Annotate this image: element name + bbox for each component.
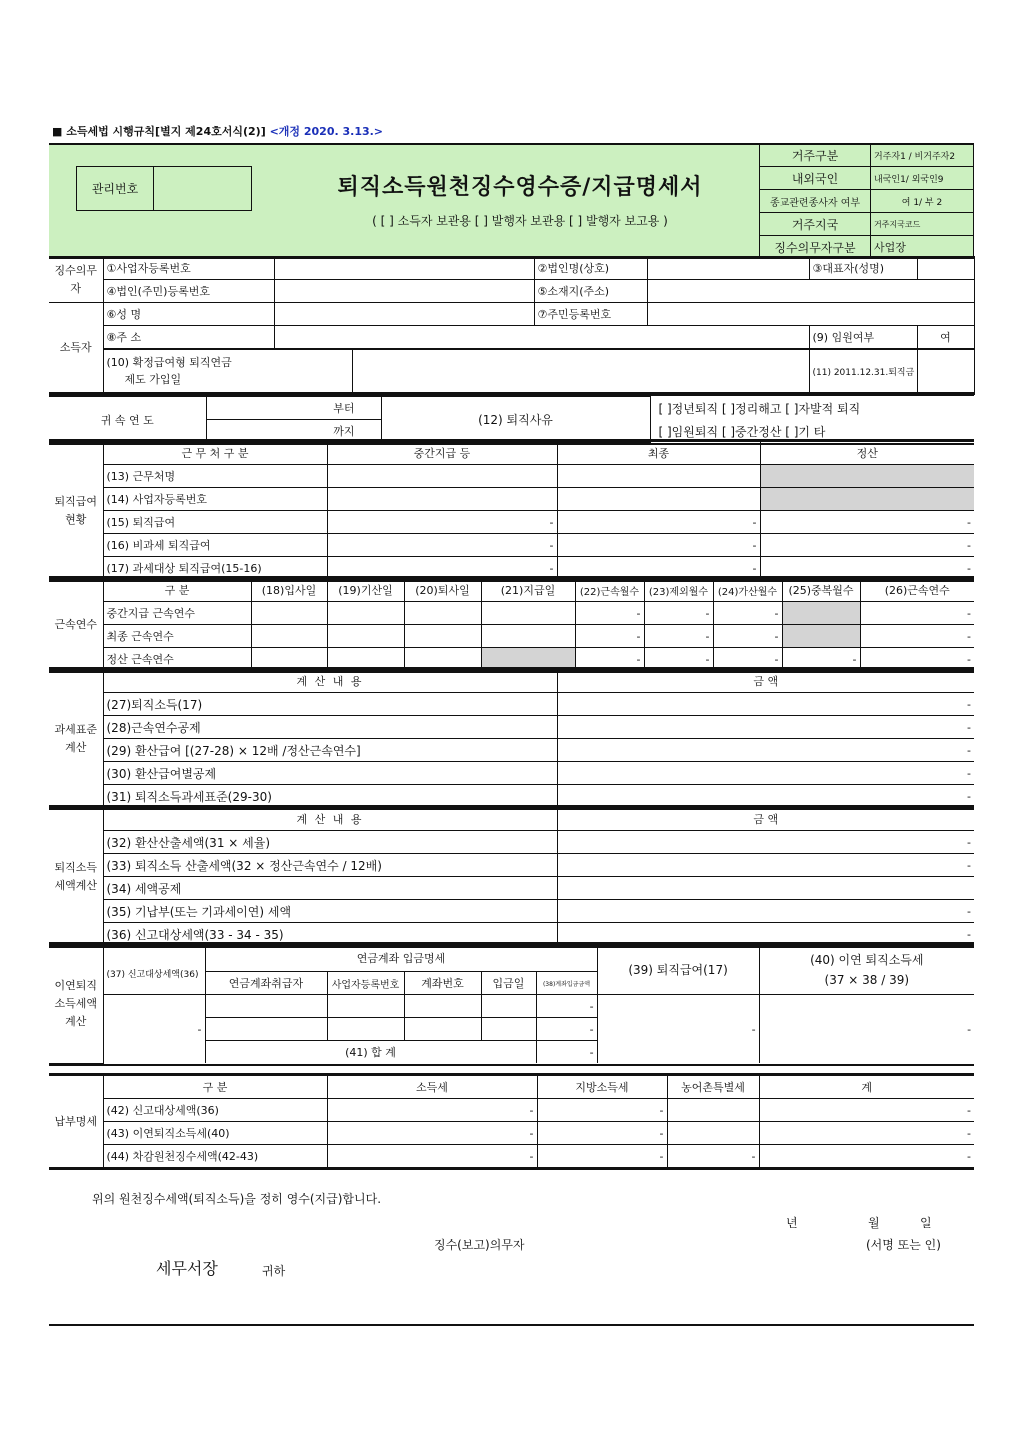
rp-cell[interactable]: -	[760, 534, 974, 557]
biz-no-label: ①사업자등록번호	[103, 257, 274, 280]
pay-row-label: (42) 신고대상세액(36)	[103, 1099, 327, 1122]
retire-2011-label: (11) 2011.12.31.퇴직금	[809, 349, 917, 393]
tc-amount[interactable]	[557, 877, 974, 900]
tb-amount[interactable]: -	[557, 716, 974, 739]
d-cell[interactable]	[327, 995, 404, 1018]
retirement-pay-block	[49, 439, 974, 582]
rp-cell[interactable]: -	[327, 511, 557, 534]
pay-cell[interactable]	[667, 1122, 759, 1145]
sy-header: (21)지급일	[481, 579, 575, 602]
service-years-block	[49, 576, 974, 673]
tax-base-section-label: 과세표준계산	[49, 670, 103, 808]
sy-cell[interactable]	[404, 625, 481, 648]
rep-label: ③대표자(성명)	[809, 257, 917, 280]
d-cell[interactable]	[327, 1018, 404, 1041]
pension-join-label-line2: 제도 가입일	[124, 373, 182, 386]
sy-cell[interactable]	[404, 602, 481, 625]
management-number-box	[76, 166, 252, 211]
sy-header: (26)근속연수	[860, 579, 974, 602]
tax-office-label: 세무서장	[156, 1259, 218, 1278]
pension-join-label-line1: (10) 확정급여형 퇴직연금	[106, 356, 232, 369]
d-value-40[interactable]: -	[759, 995, 974, 1064]
attribution-to[interactable]: 까지	[206, 420, 381, 443]
rp-row-label: (13) 근무처명	[103, 465, 327, 488]
service-years-section-label: 근속연수	[49, 579, 103, 671]
retire-reason-label: (12) 퇴직사유	[381, 397, 650, 443]
pay-cell[interactable]: -	[667, 1145, 759, 1168]
sy-cell[interactable]	[481, 602, 575, 625]
d-total-value[interactable]: -	[536, 1041, 597, 1064]
d-value-39[interactable]: -	[597, 995, 759, 1064]
tc-amount[interactable]: -	[557, 854, 974, 877]
earner-section-label: 소득자	[49, 303, 103, 393]
sy-header: (25)중복월수	[782, 579, 860, 602]
form-reference	[52, 123, 383, 139]
tax-base-block	[49, 667, 974, 810]
sy-cell[interactable]: -	[575, 602, 644, 625]
date-year-label[interactable]: 년	[786, 1216, 798, 1230]
rp-cell[interactable]: -	[760, 557, 974, 580]
d-cell[interactable]	[205, 1018, 327, 1041]
pension-join-field[interactable]	[352, 349, 809, 393]
retire-reasons-row1[interactable]: [ ]정년퇴직 [ ]정리해고 [ ]자발적 퇴직	[658, 401, 861, 416]
officer-value[interactable]: 여	[917, 326, 974, 350]
pay-cell[interactable]: -	[327, 1099, 537, 1122]
rp-row-label: (14) 사업자등록번호	[103, 488, 327, 511]
sy-cell[interactable]: -	[713, 602, 782, 625]
d-value-37[interactable]: -	[103, 995, 205, 1064]
sy-cell[interactable]	[327, 625, 404, 648]
honorific-label: 귀하	[262, 1264, 286, 1278]
pay-row-label: (44) 차감원천징수세액(42-43)	[103, 1145, 327, 1168]
tax-calc-block	[49, 805, 974, 948]
form-title: 퇴직소득원천징수영수증/지급명세서	[337, 175, 703, 200]
date-month-label[interactable]: 월	[868, 1216, 880, 1230]
pay-cell[interactable]: -	[759, 1122, 974, 1145]
corp-reg-label: ④법인(주민)등록번호	[103, 280, 274, 303]
receipt-statement: 위의 원천징수세액(퇴직소득)을 정히 영수(지급)합니다.	[92, 1192, 382, 1206]
pay-row-label: (43) 이연퇴직소득세(40)	[103, 1122, 327, 1145]
deferral-block	[49, 942, 974, 1066]
tb-row-label: (30) 환산급여별공제	[103, 762, 557, 785]
corp-reg-field[interactable]	[274, 280, 534, 303]
attribution-from[interactable]: 부터	[206, 397, 381, 420]
d-header-40	[759, 945, 974, 995]
d-total-label: (41) 합 계	[205, 1041, 536, 1064]
d-header-40-line2: (37 × 38 / 39)	[824, 972, 910, 987]
pay-header: 구 분	[103, 1076, 327, 1099]
sy-cell	[782, 602, 860, 625]
d-deposit[interactable]: -	[536, 1018, 597, 1041]
rp-header-settlement: 정산	[760, 442, 974, 465]
withholder-sign-label: 징수(보고)의무자	[434, 1238, 525, 1252]
attribution-label: 귀 속 연 도	[49, 397, 206, 443]
tc-amount[interactable]: -	[557, 923, 974, 946]
tb-row-label: (28)근속연수공제	[103, 716, 557, 739]
rp-row-label: (16) 비과세 퇴직급여	[103, 534, 327, 557]
pension-join-label	[103, 349, 352, 393]
pay-cell[interactable]: -	[327, 1145, 537, 1168]
tc-header-amount: 금 액	[557, 808, 974, 831]
d-header-39: (39) 퇴직급여(17)	[597, 945, 759, 995]
sy-cell[interactable]: -	[644, 648, 713, 671]
religious-worker-label: 종교관련종사자 여부	[760, 190, 871, 213]
officer-label: (9) 임원여부	[809, 326, 917, 350]
sy-cell[interactable]: -	[782, 648, 860, 671]
payment-block	[49, 1073, 974, 1170]
corp-name-field[interactable]	[647, 257, 809, 280]
tc-row-label: (36) 신고대상세액(33 - 34 - 35)	[103, 923, 557, 946]
rp-row-label: (17) 과세대상 퇴직급여(15-16)	[103, 557, 327, 580]
resident-no-field[interactable]	[647, 303, 974, 326]
sy-cell[interactable]: -	[860, 602, 974, 625]
tc-row-label: (33) 퇴직소득 산출세액(32 × 정산근속연수 / 12배)	[103, 854, 557, 877]
copy-type-checkboxes[interactable]: ( [ ] 소득자 보관용 [ ] 발행자 보관용 [ ] 발행자 보고용 )	[372, 214, 668, 228]
pay-header: 지방소득세	[537, 1076, 667, 1099]
rp-cell[interactable]	[557, 465, 760, 488]
rp-cell[interactable]	[327, 488, 557, 511]
deferral-section-label: 이연퇴직소득세액계산	[49, 945, 103, 1064]
d-cell[interactable]	[481, 1018, 536, 1041]
tb-row-label: (29) 환산급여 [(27-28) × 12배 /정산근속연수]	[103, 739, 557, 762]
withholder-type-value[interactable]: 사업장	[871, 236, 974, 259]
earner-address-label: ⑧주 소	[103, 326, 274, 350]
sy-cell[interactable]: -	[860, 648, 974, 671]
tb-row-label: (27)퇴직소득(17)	[103, 693, 557, 716]
d-sub-header: 계좌번호	[404, 972, 481, 995]
rp-row-label: (15) 퇴직급여	[103, 511, 327, 534]
d-cell[interactable]	[481, 995, 536, 1018]
sy-cell[interactable]: -	[713, 625, 782, 648]
attribution-block	[49, 394, 974, 445]
sy-row-label: 최종 근속연수	[103, 625, 251, 648]
management-number-label: 관리번호	[77, 167, 154, 210]
address-label: ⑤소재지(주소)	[534, 280, 647, 303]
retire-2011-field[interactable]	[917, 349, 974, 393]
sy-cell[interactable]	[251, 625, 327, 648]
rp-cell[interactable]: -	[557, 557, 760, 580]
d-deposit[interactable]: -	[536, 995, 597, 1018]
sy-cell[interactable]	[327, 602, 404, 625]
sy-cell[interactable]: -	[575, 648, 644, 671]
sy-cell[interactable]	[251, 602, 327, 625]
sy-header: (18)입사일	[251, 579, 327, 602]
tb-amount[interactable]: -	[557, 693, 974, 716]
sy-cell	[782, 625, 860, 648]
sy-cell[interactable]: -	[575, 625, 644, 648]
rp-cell[interactable]: -	[760, 511, 974, 534]
earner-name-label: ⑥성 명	[103, 303, 274, 326]
pay-header: 농어촌특별세	[667, 1076, 759, 1099]
d-sub-header: 사업자등록번호	[327, 972, 404, 995]
retire-reasons-row2[interactable]: [ ]임원퇴직 [ ]중간정산 [ ]기 타	[658, 424, 826, 439]
d-sub-header: 입금일	[481, 972, 536, 995]
sy-header: (22)근속월수	[575, 579, 644, 602]
bottom-rule	[49, 1324, 974, 1326]
pay-cell[interactable]: -	[759, 1099, 974, 1122]
retirement-pay-section-label: 퇴직급여현황	[49, 442, 103, 580]
tb-header-amount: 금 액	[557, 670, 974, 693]
earner-address-field[interactable]	[274, 326, 809, 350]
tc-header-calc: 계 산 내 용	[103, 808, 557, 831]
d-cell[interactable]	[404, 1018, 481, 1041]
nationality-value[interactable]: 내국인1/ 외국인9	[871, 167, 974, 190]
d-header-40-line1: (40) 이연 퇴직소득세	[810, 952, 924, 967]
tc-row-label: (35) 기납부(또는 기과세이연) 세액	[103, 900, 557, 923]
residency-label: 거주구분	[760, 144, 871, 167]
tc-amount[interactable]: -	[557, 900, 974, 923]
pay-cell[interactable]: -	[537, 1122, 667, 1145]
sy-cell[interactable]: -	[644, 602, 713, 625]
rp-cell[interactable]	[557, 488, 760, 511]
tc-row-label: (32) 환산산출세액(31 × 세율)	[103, 831, 557, 854]
signature-field[interactable]: (서명 또는 인)	[866, 1238, 941, 1252]
residence-country-value[interactable]: 거주지국코드	[871, 213, 974, 236]
pay-header: 소득세	[327, 1076, 537, 1099]
sy-header: (23)제외월수	[644, 579, 713, 602]
sy-header: (24)가산월수	[713, 579, 782, 602]
sy-header: (19)기산일	[327, 579, 404, 602]
tb-amount[interactable]: -	[557, 762, 974, 785]
sy-header: 구 분	[103, 579, 251, 602]
payment-section-label: 납부명세	[49, 1076, 103, 1168]
rp-cell	[760, 488, 974, 511]
pay-cell[interactable]: -	[759, 1145, 974, 1168]
rp-header-interim: 중간지급 등	[327, 442, 557, 465]
pay-cell[interactable]: -	[537, 1145, 667, 1168]
tb-amount[interactable]: -	[557, 739, 974, 762]
rp-cell	[760, 465, 974, 488]
withholder-type-label: 징수의무자구분	[760, 236, 871, 259]
rp-cell[interactable]	[327, 465, 557, 488]
tc-row-label: (34) 세액공제	[103, 877, 557, 900]
rep-field[interactable]	[917, 257, 974, 280]
rp-header-type: 근 무 처 구 분	[103, 442, 327, 465]
earner-name-field[interactable]	[274, 303, 534, 326]
tb-header-calc: 계 산 내 용	[103, 670, 557, 693]
sy-row-label: 정산 근속연수	[103, 648, 251, 671]
sy-cell[interactable]: -	[860, 625, 974, 648]
withholder-earner-block	[49, 256, 975, 395]
nationality-label: 내외국인	[760, 167, 871, 190]
resident-no-label: ⑦주민등록번호	[534, 303, 647, 326]
form-reference-label: ■ 소득세법 시행규칙[별지 제24호서식(2)]	[52, 125, 266, 138]
withholder-section-label: 징수의무자	[49, 257, 103, 303]
tb-row-label: (31) 퇴직소득과세표준(29-30)	[103, 785, 557, 808]
pay-header: 계	[759, 1076, 974, 1099]
residency-table	[759, 143, 974, 255]
d-sub-header: (38)계좌입금금액	[536, 972, 597, 995]
rp-cell[interactable]: -	[327, 557, 557, 580]
residency-value[interactable]: 거주자1 / 비거주자2	[871, 144, 974, 167]
rp-cell[interactable]: -	[557, 511, 760, 534]
pay-cell[interactable]: -	[537, 1099, 667, 1122]
d-cell[interactable]	[404, 995, 481, 1018]
sy-cell[interactable]	[481, 625, 575, 648]
tax-calc-section-label: 퇴직소득세액계산	[49, 808, 103, 946]
rp-header-final: 최종	[557, 442, 760, 465]
rp-cell[interactable]: -	[557, 534, 760, 557]
biz-no-field[interactable]	[274, 257, 534, 280]
pay-cell[interactable]: -	[327, 1122, 537, 1145]
tc-amount[interactable]: -	[557, 831, 974, 854]
date-day-label[interactable]: 일	[920, 1216, 932, 1230]
corp-name-label: ②법인명(상호)	[534, 257, 647, 280]
sy-cell[interactable]: -	[644, 625, 713, 648]
address-field[interactable]	[647, 280, 974, 303]
d-cell[interactable]	[205, 995, 327, 1018]
sy-cell[interactable]: -	[713, 648, 782, 671]
sy-row-label: 중간지급 근속연수	[103, 602, 251, 625]
tb-amount[interactable]: -	[557, 785, 974, 808]
religious-worker-value[interactable]: 여 1/ 부 2	[871, 190, 974, 213]
d-header-pension: 연금계좌 입금명세	[205, 945, 597, 972]
residence-country-label: 거주지국	[760, 213, 871, 236]
d-header-37: (37) 신고대상세액(36)	[103, 945, 205, 995]
sy-header: (20)퇴사일	[404, 579, 481, 602]
rp-cell[interactable]: -	[327, 534, 557, 557]
pay-cell[interactable]	[667, 1099, 759, 1122]
d-sub-header: 연금계좌취급자	[205, 972, 327, 995]
revision-date: <개정 2020. 3.13.>	[269, 125, 384, 138]
